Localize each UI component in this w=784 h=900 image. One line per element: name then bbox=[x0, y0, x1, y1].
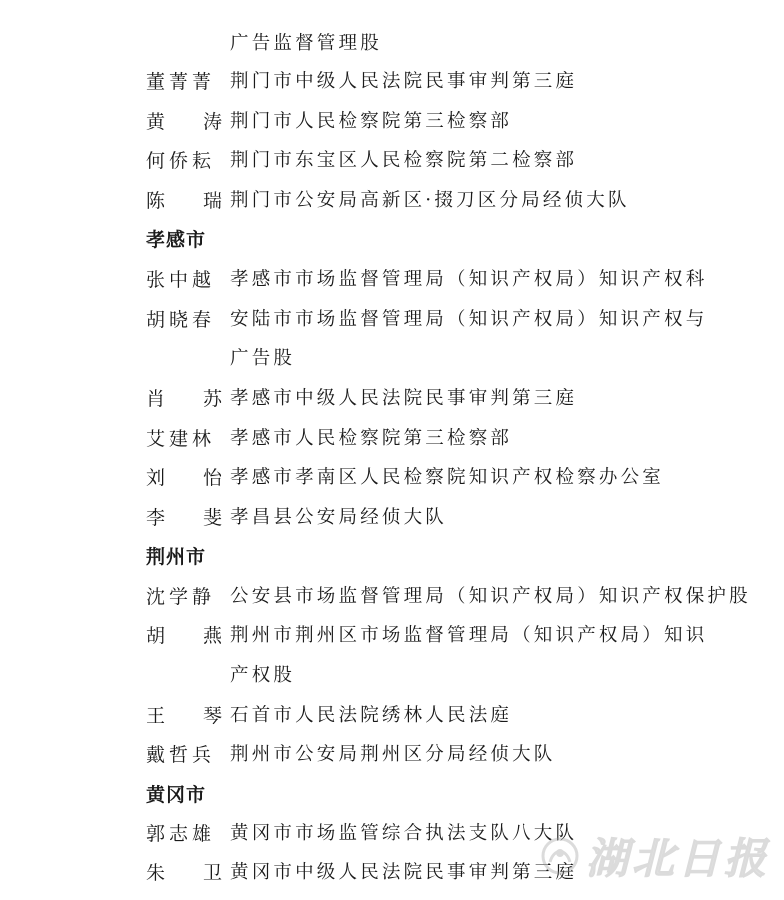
organization: 孝感市人民检察院第三检察部 bbox=[230, 428, 513, 449]
person-name: 张中越 bbox=[146, 269, 216, 291]
organization: 荆州市公安局荆州区分局经侦大队 bbox=[230, 744, 556, 765]
newspaper-logo-icon bbox=[540, 836, 580, 876]
list-item bbox=[0, 24, 784, 64]
person-name: 董菁菁 bbox=[146, 71, 216, 93]
list-item bbox=[0, 260, 784, 300]
organization: 广告股 bbox=[230, 348, 296, 369]
list-item bbox=[0, 656, 784, 696]
person-name: 艾建林 bbox=[146, 428, 216, 450]
list-item bbox=[0, 498, 784, 538]
organization: 荆州市荆州区市场监督管理局（知识产权局）知识 bbox=[230, 625, 708, 646]
watermark-text: 湖北日报 bbox=[585, 834, 770, 883]
region-name: 荆州市 bbox=[146, 546, 207, 568]
region-heading bbox=[0, 537, 784, 577]
organization: 荆门市东宝区人民检察院第二检察部 bbox=[230, 150, 578, 171]
list-item bbox=[0, 62, 784, 102]
list-item bbox=[0, 141, 784, 181]
list-item bbox=[0, 577, 784, 617]
organization: 广告监督管理股 bbox=[230, 33, 382, 54]
organization: 安陆市市场监督管理局（知识产权局）知识产权与 bbox=[230, 309, 708, 330]
person-name: 王 琴 bbox=[146, 705, 223, 727]
list-item bbox=[0, 458, 784, 498]
person-name: 肖 苏 bbox=[146, 388, 223, 410]
person-name: 朱 卫 bbox=[146, 862, 223, 884]
person-name: 郭志雄 bbox=[146, 823, 216, 845]
organization: 黄冈市中级人民法院民事审判第三庭 bbox=[230, 862, 578, 883]
person-name: 刘 怡 bbox=[146, 467, 223, 489]
organization: 公安县市场监督管理局（知识产权局）知识产权保护股 bbox=[230, 586, 751, 607]
organization: 荆门市中级人民法院民事审判第三庭 bbox=[230, 71, 578, 92]
newspaper-watermark bbox=[540, 826, 770, 886]
list-item bbox=[0, 379, 784, 419]
list-item bbox=[0, 735, 784, 775]
person-name: 沈学静 bbox=[146, 586, 216, 608]
list-item bbox=[0, 339, 784, 379]
organization: 孝感市中级人民法院民事审判第三庭 bbox=[230, 388, 578, 409]
person-name: 胡晓春 bbox=[146, 309, 216, 331]
organization: 荆门市人民检察院第三检察部 bbox=[230, 111, 513, 132]
region-name: 黄冈市 bbox=[146, 784, 207, 806]
list-item bbox=[0, 419, 784, 459]
list-item bbox=[0, 181, 784, 221]
list-item bbox=[0, 616, 784, 656]
organization: 孝感市孝南区人民检察院知识产权检察办公室 bbox=[230, 467, 665, 488]
organization: 孝昌县公安局经侦大队 bbox=[230, 507, 448, 528]
person-name: 胡 燕 bbox=[146, 625, 223, 647]
organization: 荆门市公安局高新区·掇刀区分局经侦大队 bbox=[230, 190, 630, 211]
person-name: 黄 涛 bbox=[146, 111, 223, 133]
organization: 石首市人民法院绣林人民法庭 bbox=[230, 705, 513, 726]
region-heading bbox=[0, 220, 784, 260]
region-heading bbox=[0, 775, 784, 815]
list-item bbox=[0, 102, 784, 142]
region-name: 孝感市 bbox=[146, 229, 207, 251]
list-item bbox=[0, 300, 784, 340]
person-name: 李 斐 bbox=[146, 507, 223, 529]
organization: 黄冈市市场监管综合执法支队八大队 bbox=[230, 823, 578, 844]
organization: 产权股 bbox=[230, 665, 296, 686]
person-name: 陈 瑞 bbox=[146, 190, 223, 212]
list-item bbox=[0, 696, 784, 736]
organization: 孝感市市场监督管理局（知识产权局）知识产权科 bbox=[230, 269, 708, 290]
person-name: 戴哲兵 bbox=[146, 744, 216, 766]
person-name: 何侨耘 bbox=[146, 150, 216, 172]
